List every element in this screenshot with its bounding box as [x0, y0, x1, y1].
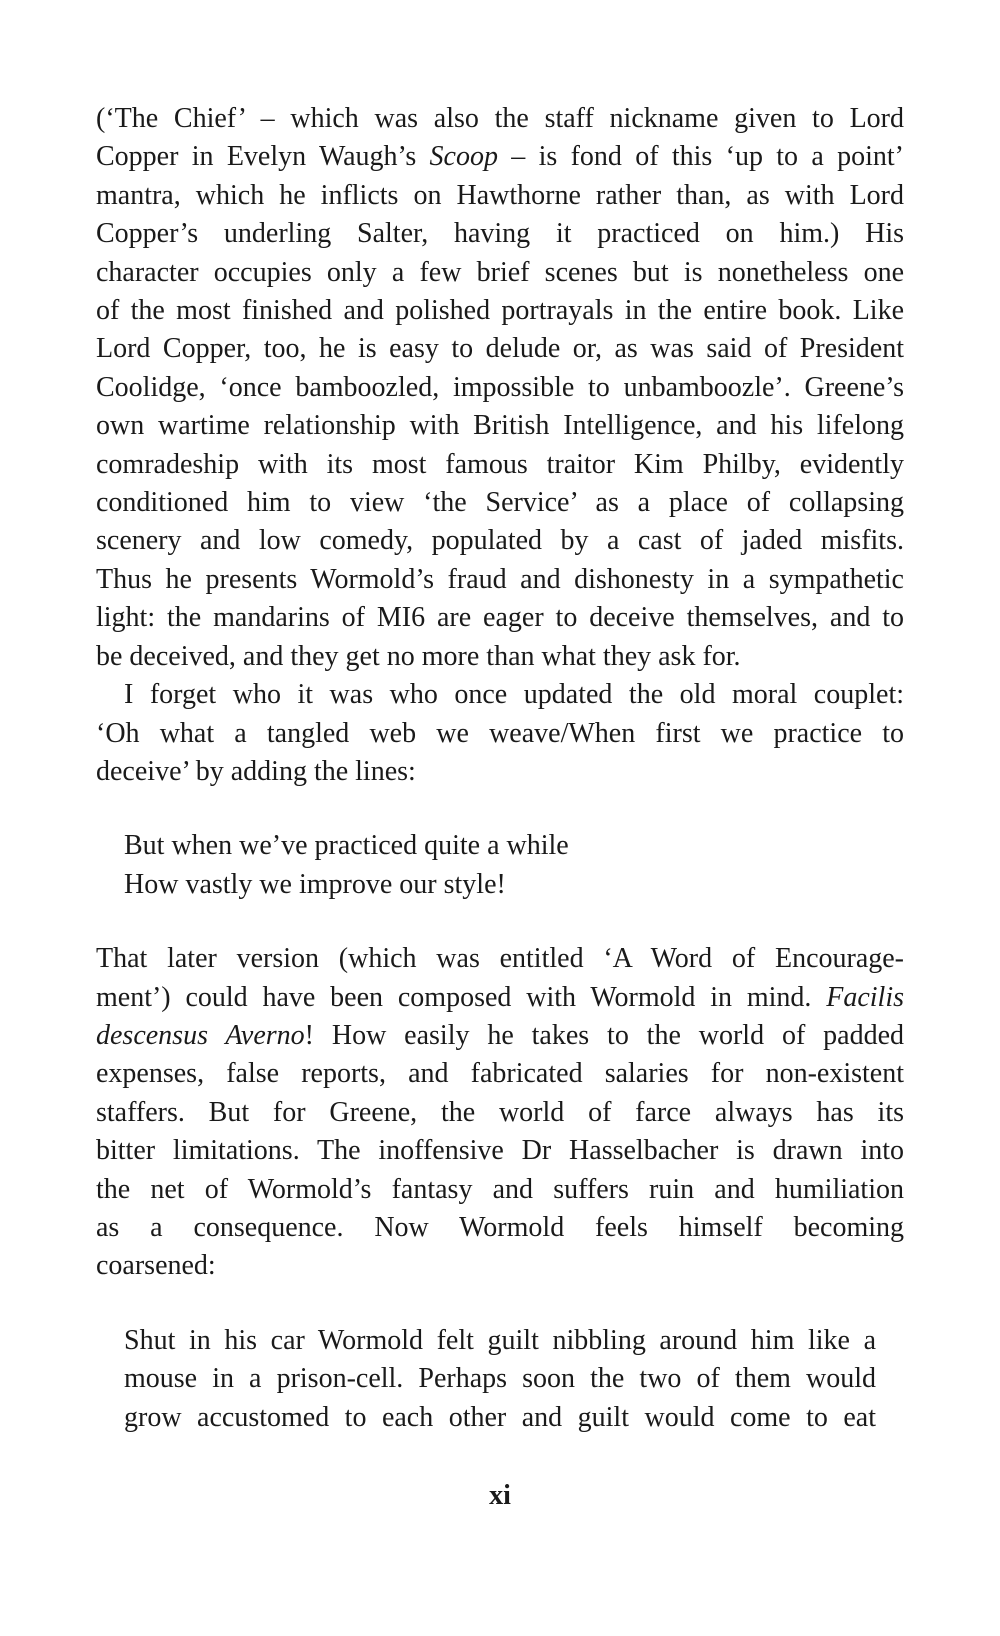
paragraph-1-line: be deceived, and they get no more than what they ask for. — [96, 640, 741, 672]
paragraph-1-line: Lord Copper, too, he is easy to delude or, as was said of President — [96, 333, 904, 365]
paragraph-1-line: of the most finished and polished portrayals in the entire book. Like — [96, 295, 904, 327]
paragraph-2 — [96, 676, 904, 791]
verse-line: How vastly we improve our style! — [124, 868, 506, 900]
block-quote-line: Shut in his car Wormold felt guilt nibbling around him like a — [124, 1324, 876, 1356]
paragraph-1-line: Copper’s underling Salter, having it practiced on him.) His — [96, 218, 904, 250]
paragraph-3-line: That later version (which was entitled ‘A Word of Encourage- — [96, 943, 904, 975]
block-quotation — [124, 1322, 876, 1437]
paragraph-1-line: conditioned him to view ‘the Service’ as a place of collapsing — [96, 487, 904, 519]
paragraph-1-line: light: the mandarins of MI6 are eager to deceive themselves, and to — [96, 602, 904, 634]
paragraph-3-line: the net of Wormold’s fantasy and suffers ruin and humiliation — [96, 1173, 904, 1205]
paragraph-1-line: (‘The Chief’ – which was also the staff nickname given to Lord — [96, 103, 904, 134]
paragraph-3-line: descensus Averno! How easily he takes to the world of padded — [96, 1019, 905, 1051]
block-quote-line: mouse in a prison-cell. Perhaps soon the two of them would — [124, 1363, 876, 1395]
paragraph-1-line: comradeship with its most famous traitor Kim Philby, evidently — [96, 448, 904, 480]
paragraph-3 — [96, 940, 904, 1286]
verse-line: But when we’ve practiced quite a while — [124, 830, 569, 862]
paragraph-1-line: character occupies only a few brief scenes but is nonetheless one — [96, 256, 904, 288]
block-quote-line: grow accustomed to each other and guilt would come to eat — [124, 1401, 876, 1433]
paragraph-3-line: expenses, false reports, and fabricated salaries for non-existent — [96, 1058, 904, 1090]
paragraph-3-line: as a consequence. Now Wormold feels himself becoming — [96, 1211, 904, 1243]
paragraph-1-line: Thus he presents Wormold’s fraud and dishonesty in a sympathetic — [96, 563, 904, 595]
page-body — [96, 100, 904, 1437]
paragraph-1-line: Coolidge, ‘once bamboozled, impossible to unbamboozle’. Greene’s — [96, 371, 904, 403]
paragraph-1-line: mantra, which he inflicts on Hawthorne rather than, as with Lord — [96, 179, 904, 211]
paragraph-2-line: deceive’ by adding the lines: — [96, 755, 416, 787]
paragraph-3-line: bitter limitations. The inoffensive Dr Hasselbacher is drawn into — [96, 1135, 904, 1167]
paragraph-3-line: coarsened: — [96, 1250, 216, 1282]
paragraph-1-line: scenery and low comedy, populated by a cast of jaded misfits. — [96, 525, 904, 557]
paragraph-1-line: Copper in Evelyn Waugh’s Scoop – is fond of this ‘up to a point’ — [96, 141, 904, 173]
verse-quotation — [124, 827, 904, 904]
paragraph-1-line: own wartime relationship with British Intelligence, and his lifelong — [96, 410, 904, 442]
paragraph-3-line: ment’) could have been composed with Wormold in mind. Facilis — [96, 981, 904, 1013]
page-number: xi — [489, 1480, 511, 1511]
paragraph-3-line: staffers. But for Greene, the world of farce always has its — [96, 1096, 904, 1128]
paragraph-1 — [96, 100, 904, 676]
paragraph-2-line: I forget who it was who once updated the old moral couplet: — [124, 679, 904, 711]
paragraph-2-line: ‘Oh what a tangled web we weave/When first we practice to — [96, 717, 904, 749]
